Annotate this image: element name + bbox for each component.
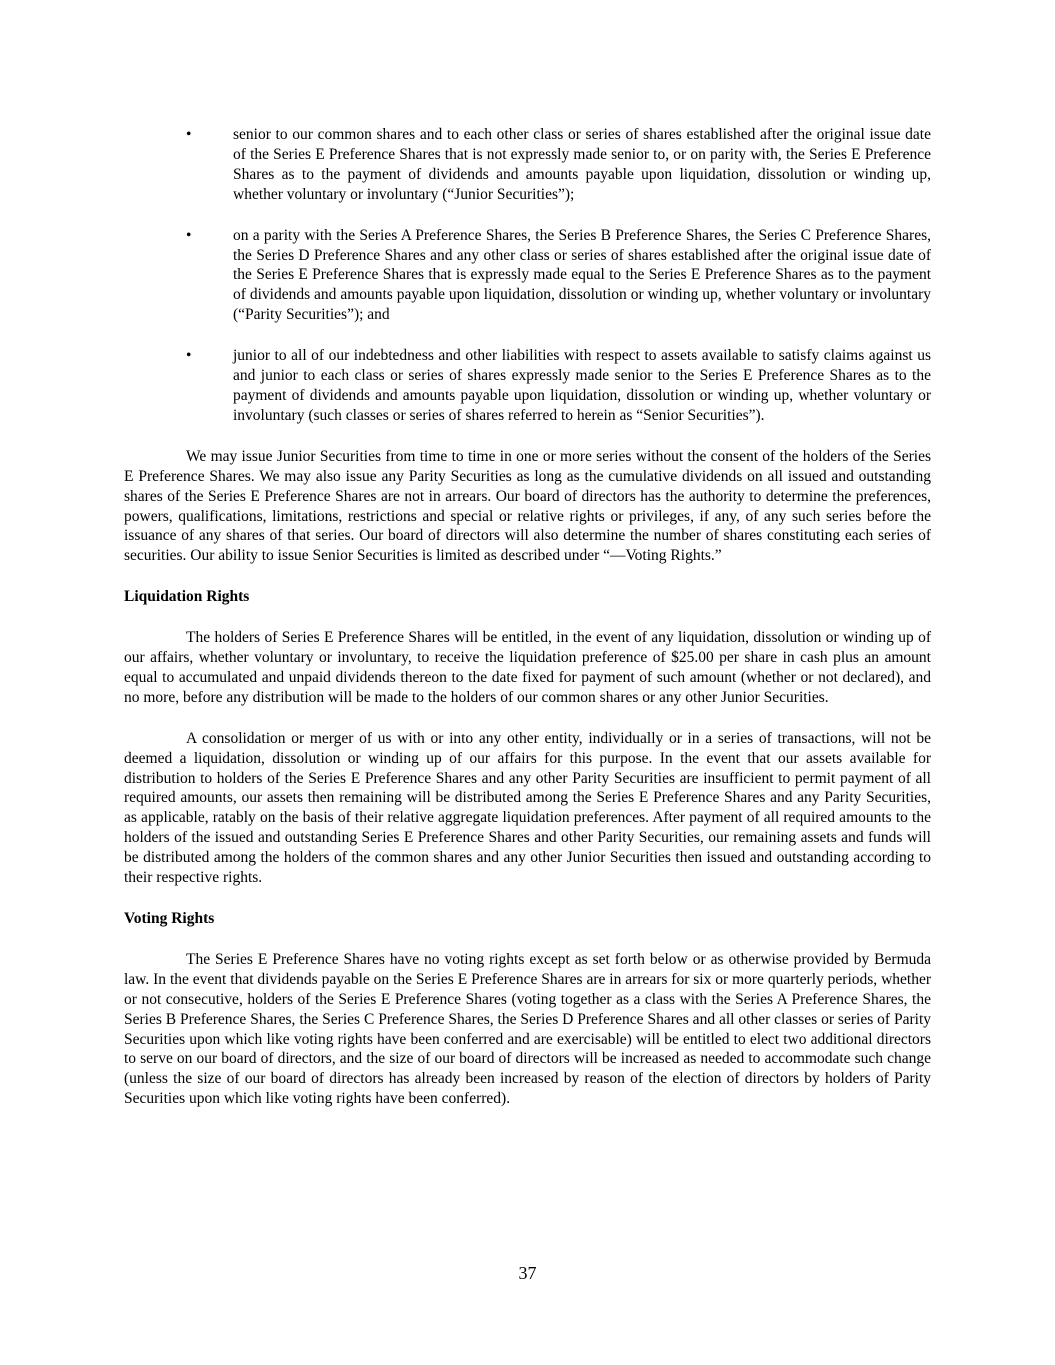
bullet-item-parity — [124, 226, 931, 326]
bullet-marker: • — [186, 347, 192, 365]
page-number: 37 — [518, 1263, 537, 1283]
voting-paragraph: The Series E Preference Shares have no voting rights except as set forth below or as otherwise provided by Bermuda law. In the event that dividends payable on the Series E Preference Shares are in arrears for six or more quarterly periods, whether or not consecutive, holders of the Series E Preference Shares (voting together as a class with the Series A Preference Shares, the Series B Preference Shares, the Series C Preference Shares, the Series D Preference Shares and all other classes or series of Parity Securities upon which like voting rights have been conferred and are exercisable) will be entitled to elect two additional directors to serve on our board of directors, and the size of our board of directors will be increased as needed to accommodate such change (unless the size of our board of directors has already been increased by reason of the election of directors by holders of Parity Securities upon which like voting rights have been conferred). — [124, 950, 931, 1108]
bullet-item-senior — [124, 346, 931, 426]
bullet-marker: • — [186, 126, 192, 143]
bullet-item-junior — [124, 125, 931, 205]
liquidation-paragraph: The holders of Series E Preference Shares will be entitled, in the event of any liquidation, dissolution or winding up of our affairs, whether voluntary or involuntary, to receive the liquidation preference of $25.00 per share in cash plus an amount equal to accumulated and unpaid dividends thereon to the date fixed for payment of such amount (whether or not declared), and no more, before any distribution will be made to the holders of our common shares or any other Junior Securities. — [124, 629, 931, 706]
voting-rights-heading: Voting Rights — [124, 910, 215, 927]
document-page — [124, 125, 931, 1130]
bullet-text: on a parity with the Series A Preference Shares, the Series B Preference Shares, the Series C Preference Shares, the Series D Preference Shares and any other class or series of shares established after the original issue date of the Series E Preference Shares that is expressly made equal to the Series E Preference Shares as to the payment of dividends and amounts payable upon liquidation, dissolution or winding up, whether voluntary or involuntary (“Parity Securities”); and — [233, 226, 931, 324]
bullet-list — [124, 125, 931, 426]
intro-paragraph: We may issue Junior Securities from time to time in one or more series without the consent of the holders of the Series E Preference Shares. We may also issue any Parity Securities as long as the cumulative dividends on all issued and outstanding shares of the Series E Preference Shares are not in arrears. Our board of directors has the authority to determine the preferences, powers, qualifications, limitations, restrictions and special or relative rights or privileges, if any, of any such series before the issuance of any shares of that series. Our board of directors will also determine the number of shares constituting each series of securities. Our ability to issue Senior Securities is limited as described under “—Voting Rights.” — [124, 447, 931, 565]
liquidation-rights-heading: Liquidation Rights — [124, 588, 250, 606]
bullet-text: senior to our common shares and to each other class or series of shares established after the original issue date of the Series E Preference Shares that is not expressly made senior to, or on parity with, the Series E Preference Shares as to the payment of dividends and amounts payable upon liquidation, dissolution or winding up, whether voluntary or involuntary (“Junior Securities”); — [233, 126, 931, 203]
bullet-marker: • — [186, 226, 192, 244]
bullet-text: junior to all of our indebtedness and other liabilities with respect to assets available to satisfy claims against us and junior to each class or series of shares expressly made senior to the Series E Preference Shares as to the payment of dividends and amounts payable upon liquidation, dissolution or winding up, whether voluntary or involuntary (such classes or series of shares referred to herein as “Senior Securities”). — [233, 347, 931, 424]
liquidation-paragraph: A consolidation or merger of us with or into any other entity, individually or in a series of transactions, will not be deemed a liquidation, dissolution or winding up of our affairs for this purpose. In the event that our assets available for distribution to holders of the Series E Preference Shares and any other Parity Securities are insufficient to permit payment of all required amounts, our assets then remaining will be distributed among the Series E Preference Shares and any Parity Securities, as applicable, ratably on the basis of their relative aggregate liquidation preferences. After payment of all required amounts to the holders of the issued and outstanding Series E Preference Shares and other Parity Securities, our remaining assets and funds will be distributed among the holders of the common shares and any other Junior Securities then issued and outstanding according to their respective rights. — [124, 729, 931, 887]
